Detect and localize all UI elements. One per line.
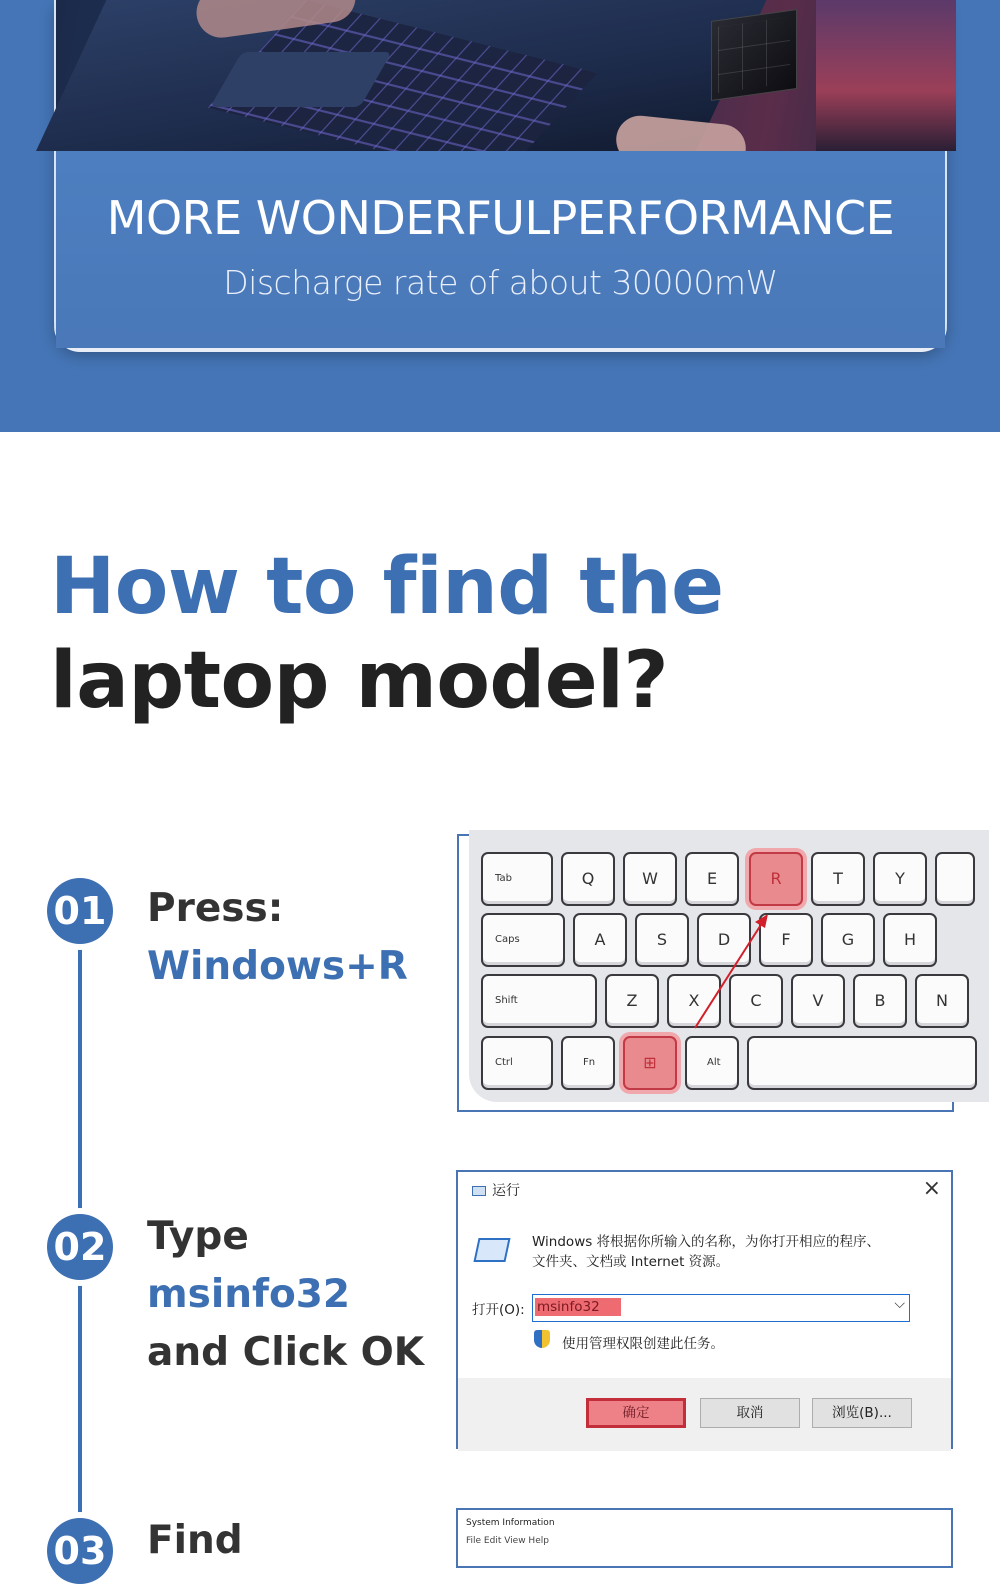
laptop-touchpad (210, 52, 392, 107)
key-caps: Caps (481, 913, 565, 967)
key-v: V (791, 974, 845, 1028)
key-fn: Fn (561, 1036, 615, 1090)
key-r: R (749, 852, 803, 906)
key-d: D (697, 913, 751, 967)
key-c: C (729, 974, 783, 1028)
key-h: H (883, 913, 937, 967)
key-e: E (685, 852, 739, 906)
key-g: G (821, 913, 875, 967)
cancel-button[interactable]: 取消 (700, 1398, 800, 1428)
admin-privilege-text: 使用管理权限创建此任务。 (562, 1336, 724, 1352)
key-t: T (811, 852, 865, 906)
open-label: 打开(O): (472, 1302, 525, 1318)
step-number-01: 01 (47, 878, 113, 944)
system-information-image (456, 1508, 953, 1568)
key-x: X (667, 974, 721, 1028)
step-01-label (147, 880, 408, 996)
key-z: Z (605, 974, 659, 1028)
key-windows: ⊞ (623, 1036, 677, 1090)
key-shift: Shift (481, 974, 597, 1028)
card-subtitle: Discharge rate of about 30000mW (223, 263, 778, 302)
key-f: F (759, 913, 813, 967)
key-alt: Alt (685, 1036, 739, 1090)
performance-card (54, 0, 947, 348)
arrow-icon (459, 836, 956, 1114)
run-dialog-title (472, 1180, 520, 1200)
close-icon[interactable]: × (922, 1176, 941, 1201)
key-q: Q (561, 852, 615, 906)
system-info-title: System Information (466, 1518, 555, 1528)
run-description-line-1: Windows 将根据你所输入的名称，为你打开相应的程序、 (532, 1234, 881, 1250)
top-banner (0, 0, 1000, 432)
step-03-label (147, 1512, 243, 1570)
step-02-suffix: and Click OK (147, 1330, 424, 1375)
step-02-label (147, 1208, 424, 1382)
heading-line-2: laptop model? (50, 636, 669, 726)
run-description (532, 1232, 880, 1272)
step-01-highlight: Windows+R (147, 944, 408, 989)
key-ctrl: Ctrl (481, 1036, 553, 1090)
key-tab: Tab (481, 852, 553, 906)
key-w: W (623, 852, 677, 906)
run-icon (472, 1186, 486, 1196)
run-title-text: 运行 (492, 1183, 520, 1199)
run-program-icon (473, 1238, 510, 1262)
run-dialog-image (456, 1170, 953, 1449)
shield-icon (534, 1330, 550, 1348)
system-info-menu: File Edit View Help (466, 1536, 549, 1546)
step-02-highlight: msinfo32 (147, 1272, 351, 1317)
rubiks-cube (711, 9, 797, 101)
step-01-text: Press: (147, 886, 284, 931)
section-heading (50, 540, 950, 728)
key-y: Y (873, 852, 927, 906)
screen-glow (816, 0, 956, 151)
run-command-input[interactable] (532, 1294, 910, 1322)
card-title: MORE WONDERFULPERFORMANCE (106, 191, 895, 245)
ok-button[interactable]: 确定 (586, 1398, 686, 1428)
step-number-03: 03 (47, 1518, 113, 1584)
key-b: B (853, 974, 907, 1028)
run-description-line-2: 文件夹、文档或 Internet 资源。 (532, 1254, 730, 1270)
laptop-gaming-photo (56, 0, 945, 151)
step-number-02: 02 (47, 1214, 113, 1280)
key-a: A (573, 913, 627, 967)
heading-line-1: How to find the (50, 542, 724, 632)
card-caption (56, 151, 945, 348)
key-n: N (915, 974, 969, 1028)
browse-button[interactable]: 浏览(B)... (812, 1398, 912, 1428)
step-02-text: Type (147, 1214, 249, 1259)
chevron-down-icon[interactable]: ⌵ (894, 1296, 905, 1312)
step-03-text: Find (147, 1518, 243, 1563)
keyboard-image (457, 834, 954, 1112)
key-s: S (635, 913, 689, 967)
run-input-value: msinfo32 (535, 1298, 621, 1316)
